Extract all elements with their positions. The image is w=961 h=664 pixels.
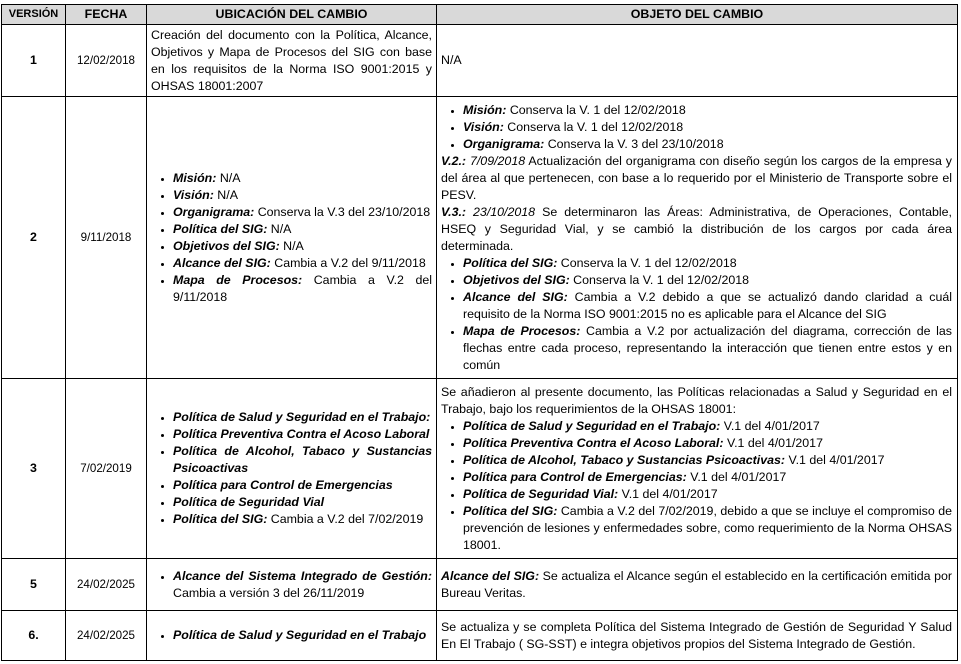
table-row [2, 379, 958, 559]
location-cell [147, 379, 437, 559]
location-list [151, 170, 432, 306]
date-cell: 7/02/2019 [66, 379, 147, 559]
list-item: • Política para Control de Emergencias: V.1 del 4/01/2017 [463, 469, 952, 486]
list-item: • Misión: N/A [173, 170, 432, 187]
table-row [2, 97, 958, 379]
header-location: UBICACIÓN DEL CAMBIO [147, 5, 437, 25]
location-list [151, 409, 432, 528]
list-item: • Política Preventiva Contra el Acoso Laboral: V.1 del 4/01/2017 [463, 435, 952, 452]
date-cell: 12/02/2018 [66, 25, 147, 97]
list-item: • Política de Salud y Seguridad en el Trabajo [173, 627, 432, 644]
list-item: • Política de Seguridad Vial: V.1 del 4/01/2017 [463, 486, 952, 503]
version-cell: 2 [2, 97, 66, 379]
location-cell [147, 97, 437, 379]
list-item: • Visión: N/A [173, 187, 432, 204]
list-item: • Política de Seguridad Vial [173, 494, 432, 511]
location-cell [147, 559, 437, 611]
change-log-table [1, 4, 958, 661]
list-item: • Política de Alcohol, Tabaco y Sustancias Psicoactivas: V.1 del 4/01/2017 [463, 452, 952, 469]
location-list [151, 627, 432, 644]
table-row [2, 25, 958, 97]
object-list [441, 102, 952, 153]
list-item: • Visión: Conserva la V. 1 del 12/02/2018 [463, 119, 952, 136]
list-item: • Política de Salud y Seguridad en el Trabajo: V.1 del 4/01/2017 [463, 418, 952, 435]
version-cell: 1 [2, 25, 66, 97]
list-item: • Objetivos del SIG: N/A [173, 238, 432, 255]
list-item: • Organigrama: Conserva la V. 3 del 23/10/2018 [463, 136, 952, 153]
object-paragraph: V.3.: 23/10/2018 Se determinaron las Áreas: Administrativa, de Operaciones, Contable, HSEQ y Seguridad Vial, y se cambió la distribución de los cargos por cada área determinada. [441, 204, 952, 253]
object-cell: Alcance del SIG: Se actualiza el Alcance según el establecido en la certificación emitida por Bureau Veritas. [437, 559, 958, 611]
location-list [151, 568, 432, 602]
date-cell: 9/11/2018 [66, 97, 147, 379]
header-version: VERSIÓN [2, 5, 66, 25]
object-intro: Se añadieron al presente documento, las Políticas relacionadas a Salud y Seguridad en el Trabajo, bajo los requerimientos de la OHSAS 18001: [441, 384, 952, 416]
header-date: FECHA [66, 5, 147, 25]
table-row [2, 559, 958, 611]
object-cell: Se actualiza y se completa Política del Sistema Integrado de Gestión de Seguridad Y Salud En El Trabajo ( SG-SST) e integra objetivos propios del Sistema Integrado de Gestión. [437, 611, 958, 661]
date-cell: 24/02/2025 [66, 611, 147, 661]
list-item: • Política Preventiva Contra el Acoso Laboral [173, 426, 432, 443]
list-item: • Política del SIG: N/A [173, 221, 432, 238]
object-list [441, 255, 952, 374]
list-item: • Política de Alcohol, Tabaco y Sustancias Psicoactivas [173, 443, 432, 477]
list-item: • Alcance del Sistema Integrado de Gestión: Cambia a versión 3 del 26/11/2019 [173, 568, 432, 602]
object-cell [437, 97, 958, 379]
list-item: • Política de Salud y Seguridad en el Trabajo: [173, 409, 432, 426]
list-item: • Política para Control de Emergencias [173, 477, 432, 494]
table-row [2, 611, 958, 661]
list-item: • Política del SIG: Cambia a V.2 del 7/02/2019 [173, 511, 432, 528]
list-item: • Alcance del SIG: Cambia a V.2 del 9/11/2018 [173, 255, 432, 272]
header-object: OBJETO DEL CAMBIO [437, 5, 958, 25]
object-cell: N/A [437, 25, 958, 97]
object-cell [437, 379, 958, 559]
version-cell: 6. [2, 611, 66, 661]
list-item: • Misión: Conserva la V. 1 del 12/02/2018 [463, 102, 952, 119]
header-row [2, 5, 958, 25]
date-cell: 24/02/2025 [66, 559, 147, 611]
object-list [441, 418, 952, 554]
list-item: • Organigrama: Conserva la V.3 del 23/10/2018 [173, 204, 432, 221]
list-item: • Política del SIG: Cambia a V.2 del 7/02/2019, debido a que se incluye el compromiso de prevención de lesiones y enfermedades sobre, como requerimiento de la Norma OHSAS 18001. [463, 503, 952, 554]
list-item: • Mapa de Procesos: Cambia a V.2 del 9/11/2018 [173, 272, 432, 306]
version-cell: 5 [2, 559, 66, 611]
location-cell: Creación del documento con la Política, Alcance, Objetivos y Mapa de Procesos del SIG con base en los requisitos de la Norma ISO 9001:2015 y OHSAS 18001:2007 [147, 25, 437, 97]
list-item: • Política del SIG: Conserva la V. 1 del 12/02/2018 [463, 255, 952, 272]
list-item: • Mapa de Procesos: Cambia a V.2 por actualización del diagrama, corrección de las flechas entre cada proceso, representando la interacción que tienen entre estos y en común [463, 323, 952, 374]
list-item: • Alcance del SIG: Cambia a V.2 debido a que se actualizó dando claridad a cuál requisito de la Norma ISO 9001:2015 no es aplicable para el Alcance del SIG [463, 289, 952, 323]
object-paragraph: V.2.: 7/09/2018 Actualización del organigrama con diseño según los cargos de la empresa y del área al que pertenecen, con base a lo requerido por el Ministerio de Transporte sobre el PESV. [441, 153, 952, 202]
list-item: • Objetivos del SIG: Conserva la V. 1 del 12/02/2018 [463, 272, 952, 289]
location-cell [147, 611, 437, 661]
version-cell: 3 [2, 379, 66, 559]
